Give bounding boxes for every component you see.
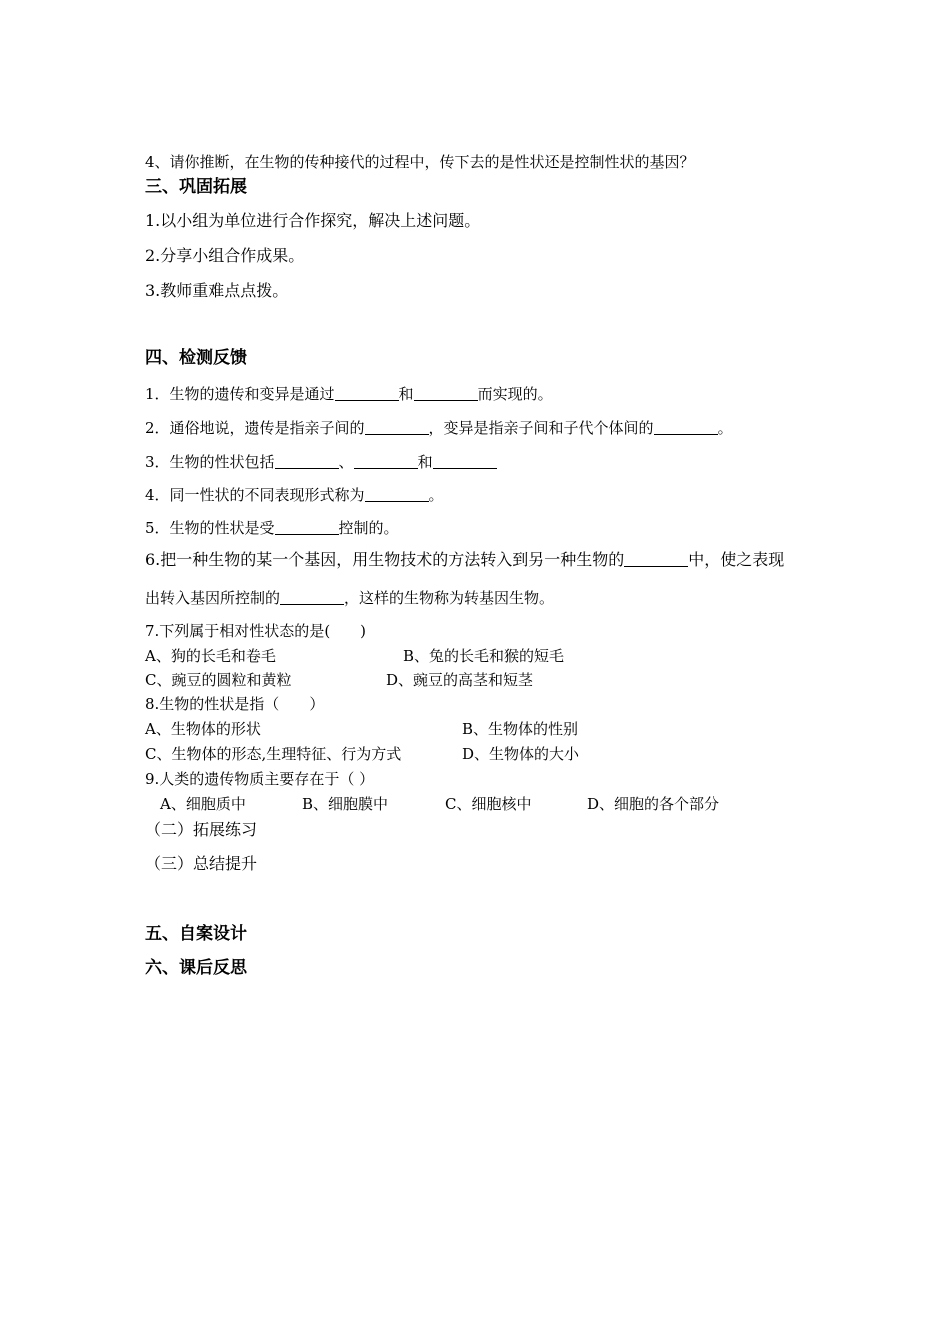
answer-blank[interactable] (365, 486, 429, 502)
question-3 (145, 452, 497, 472)
question-9-option-a[interactable]: A、细胞质中 (160, 795, 246, 813)
question-9-stem: 9.人类的遗传物质主要存在于（ ） (145, 770, 375, 788)
question-2-part-c: 。 (717, 419, 733, 437)
question-6-line-1 (145, 550, 784, 570)
question-8-option-c[interactable]: C、生物体的形态,生理特征、行为方式 (145, 745, 402, 763)
question-1-part-a: 1．生物的遗传和变异是通过 (145, 385, 335, 403)
question-7-stem: 7.下列属于相对性状态的是( ) (145, 622, 367, 640)
question-7-option-c[interactable]: C、豌豆的圆粒和黄粒 (145, 671, 292, 689)
subsection-3-title: （三）总结提升 (145, 854, 258, 873)
question-6-line-2 (145, 588, 554, 608)
question-6-part-c: 出转入基因所控制的 (145, 589, 281, 607)
answer-blank[interactable] (654, 419, 718, 435)
question-4-part-a: 4．同一性状的不同表现形式称为 (145, 486, 365, 504)
question-1 (145, 384, 553, 404)
section-3-title: 三、巩固拓展 (145, 177, 247, 197)
question-8-option-d[interactable]: D、生物体的大小 (462, 745, 580, 763)
question-3-part-b: 、 (338, 453, 354, 471)
question-6-part-b: 中，使之表现 (688, 550, 785, 569)
section-3-item-3: 3.教师重难点点拨。 (145, 281, 289, 300)
question-3-part-a: 3．生物的性状包括 (145, 453, 275, 471)
question-8-option-b[interactable]: B、生物体的性别 (462, 720, 579, 738)
question-9-option-c[interactable]: C、细胞核中 (445, 795, 532, 813)
question-5 (145, 518, 399, 538)
question-2-part-b: ，变异是指亲子间和子代个体间的 (428, 419, 654, 437)
section-3-item-2: 2.分享小组合作成果。 (145, 246, 305, 265)
question-8-stem: 8.生物的性状是指（ ） (145, 695, 325, 713)
section-6-title: 六、课后反思 (145, 958, 247, 978)
answer-blank[interactable] (433, 453, 497, 469)
question-7-option-b[interactable]: B、兔的长毛和猴的短毛 (403, 647, 565, 665)
section-3-item-1: 1.以小组为单位进行合作探究，解决上述问题。 (145, 211, 481, 230)
question-6-part-d: ，这样的生物称为转基因生物。 (344, 589, 555, 607)
question-3-part-c: 和 (417, 453, 433, 471)
question-8-option-a[interactable]: A、生物体的形状 (145, 720, 261, 738)
question-4 (145, 485, 444, 505)
answer-blank[interactable] (280, 589, 344, 605)
subsection-2-title: （二）拓展练习 (145, 820, 258, 839)
section-5-title: 五、自案设计 (145, 924, 247, 944)
answer-blank[interactable] (275, 519, 339, 535)
section-4-title: 四、检测反馈 (145, 348, 247, 368)
question-1-part-c: 而实现的。 (477, 385, 553, 403)
question-2-part-a: 2．通俗地说，遗传是指亲子间的 (145, 419, 365, 437)
answer-blank[interactable] (414, 385, 478, 401)
question-4-part-b: 。 (428, 486, 444, 504)
question-7-option-d[interactable]: D、豌豆的高茎和短茎 (386, 671, 534, 689)
question-5-part-b: 控制的。 (338, 519, 399, 537)
question-5-part-a: 5．生物的性状是受 (145, 519, 275, 537)
answer-blank[interactable] (354, 453, 418, 469)
answer-blank[interactable] (335, 385, 399, 401)
answer-blank[interactable] (365, 419, 429, 435)
question-1-part-b: 和 (398, 385, 414, 403)
question-9-option-d[interactable]: D、细胞的各个部分 (587, 795, 720, 813)
answer-blank[interactable] (624, 551, 688, 567)
answer-blank[interactable] (275, 453, 339, 469)
question-6-part-a: 6.把一种生物的某一个基因，用生物技术的方法转入到另一种生物的 (145, 550, 625, 569)
question-9-option-b[interactable]: B、细胞膜中 (302, 795, 389, 813)
intro-question-4: 4、请你推断，在生物的传种接代的过程中，传下去的是性状还是控制性状的基因？ (145, 153, 695, 171)
question-7-option-a[interactable]: A、狗的长毛和卷毛 (145, 647, 276, 665)
question-2 (145, 418, 733, 438)
